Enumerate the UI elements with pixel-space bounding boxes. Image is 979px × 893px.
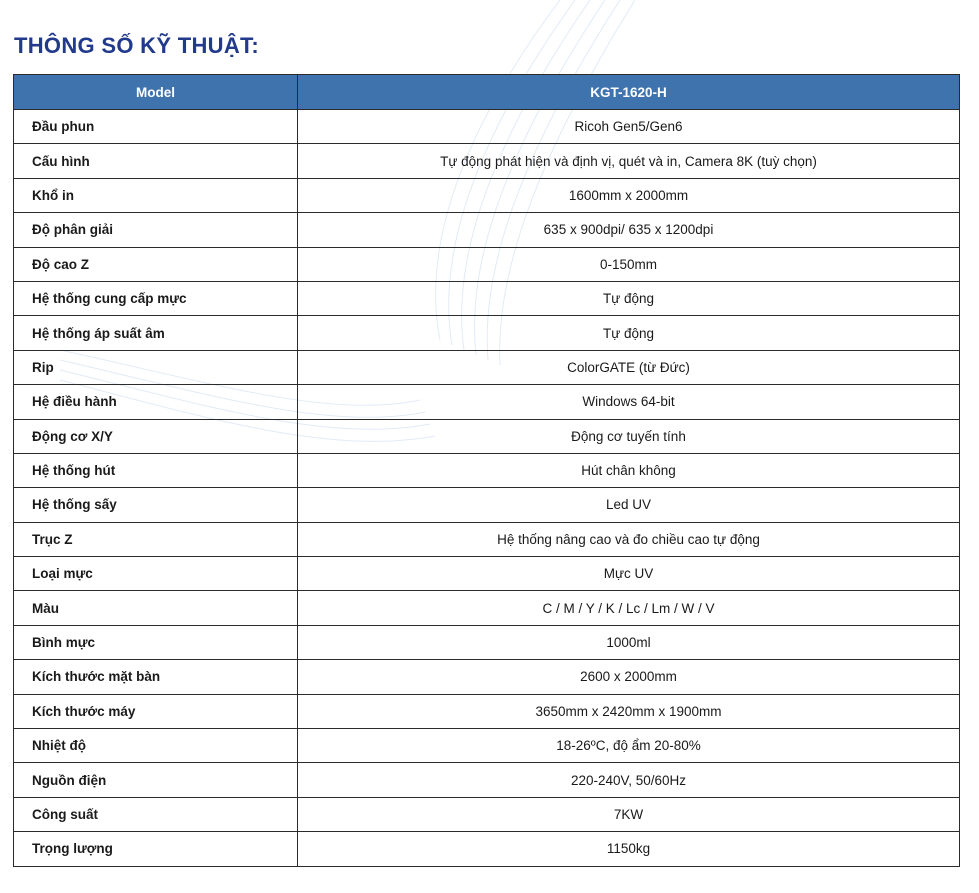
spec-label: Độ phân giải — [14, 213, 298, 247]
spec-value: Động cơ tuyến tính — [298, 419, 960, 453]
spec-label: Nguồn điện — [14, 763, 298, 797]
spec-label: Hệ thống hút — [14, 453, 298, 487]
table-row — [14, 110, 960, 144]
spec-label: Hệ thống cung cấp mực — [14, 281, 298, 315]
spec-label: Hệ điều hành — [14, 385, 298, 419]
table-row — [14, 522, 960, 556]
table-row — [14, 763, 960, 797]
spec-value: Led UV — [298, 488, 960, 522]
spec-label: Cấu hình — [14, 144, 298, 178]
spec-label: Loại mực — [14, 557, 298, 591]
spec-label: Công suất — [14, 797, 298, 831]
table-row — [14, 144, 960, 178]
spec-value: 0-150mm — [298, 247, 960, 281]
table-row — [14, 453, 960, 487]
spec-value: Hút chân không — [298, 453, 960, 487]
header-model-value: KGT-1620-H — [298, 75, 960, 110]
spec-value: 3650mm x 2420mm x 1900mm — [298, 694, 960, 728]
spec-value: 1000ml — [298, 625, 960, 659]
spec-label: Đầu phun — [14, 110, 298, 144]
spec-label: Trục Z — [14, 522, 298, 556]
spec-table-body — [14, 110, 960, 867]
table-row — [14, 350, 960, 384]
table-row — [14, 625, 960, 659]
table-row — [14, 488, 960, 522]
spec-label: Hệ thống áp suất âm — [14, 316, 298, 350]
spec-value: 18-26ºC, độ ẩm 20-80% — [298, 729, 960, 763]
table-row — [14, 557, 960, 591]
spec-value: Tự động — [298, 281, 960, 315]
spec-value: 1600mm x 2000mm — [298, 178, 960, 212]
spec-value: Mực UV — [298, 557, 960, 591]
header-model-label: Model — [14, 75, 298, 110]
spec-value: Windows 64-bit — [298, 385, 960, 419]
spec-label: Độ cao Z — [14, 247, 298, 281]
spec-value: Tự động phát hiện và định vị, quét và in, Camera 8K (tuỳ chọn) — [298, 144, 960, 178]
spec-value: Ricoh Gen5/Gen6 — [298, 110, 960, 144]
spec-label: Kích thước máy — [14, 694, 298, 728]
spec-value: 7KW — [298, 797, 960, 831]
spec-value: Tự động — [298, 316, 960, 350]
table-row — [14, 247, 960, 281]
spec-value: 2600 x 2000mm — [298, 660, 960, 694]
spec-label: Màu — [14, 591, 298, 625]
spec-label: Kích thước mặt bàn — [14, 660, 298, 694]
spec-value: 220-240V, 50/60Hz — [298, 763, 960, 797]
table-row — [14, 832, 960, 866]
table-row — [14, 729, 960, 763]
table-row — [14, 660, 960, 694]
table-row — [14, 213, 960, 247]
table-row — [14, 797, 960, 831]
spec-value: 635 x 900dpi/ 635 x 1200dpi — [298, 213, 960, 247]
spec-label: Khổ in — [14, 178, 298, 212]
spec-label: Hệ thống sấy — [14, 488, 298, 522]
table-row — [14, 178, 960, 212]
table-row — [14, 694, 960, 728]
spec-label: Rip — [14, 350, 298, 384]
spec-value: C / M / Y / K / Lc / Lm / W / V — [298, 591, 960, 625]
spec-table — [13, 74, 960, 867]
spec-label: Trọng lượng — [14, 832, 298, 866]
table-row — [14, 385, 960, 419]
table-row — [14, 316, 960, 350]
table-row — [14, 419, 960, 453]
spec-value: 1150kg — [298, 832, 960, 866]
spec-label: Bình mực — [14, 625, 298, 659]
table-row — [14, 591, 960, 625]
spec-value: ColorGATE (từ Đức) — [298, 350, 960, 384]
page-title: THÔNG SỐ KỸ THUẬT: — [14, 33, 259, 58]
spec-value: Hệ thống nâng cao và đo chiều cao tự động — [298, 522, 960, 556]
table-header-row — [14, 75, 960, 110]
spec-label: Động cơ X/Y — [14, 419, 298, 453]
table-row — [14, 281, 960, 315]
spec-label: Nhiệt độ — [14, 729, 298, 763]
